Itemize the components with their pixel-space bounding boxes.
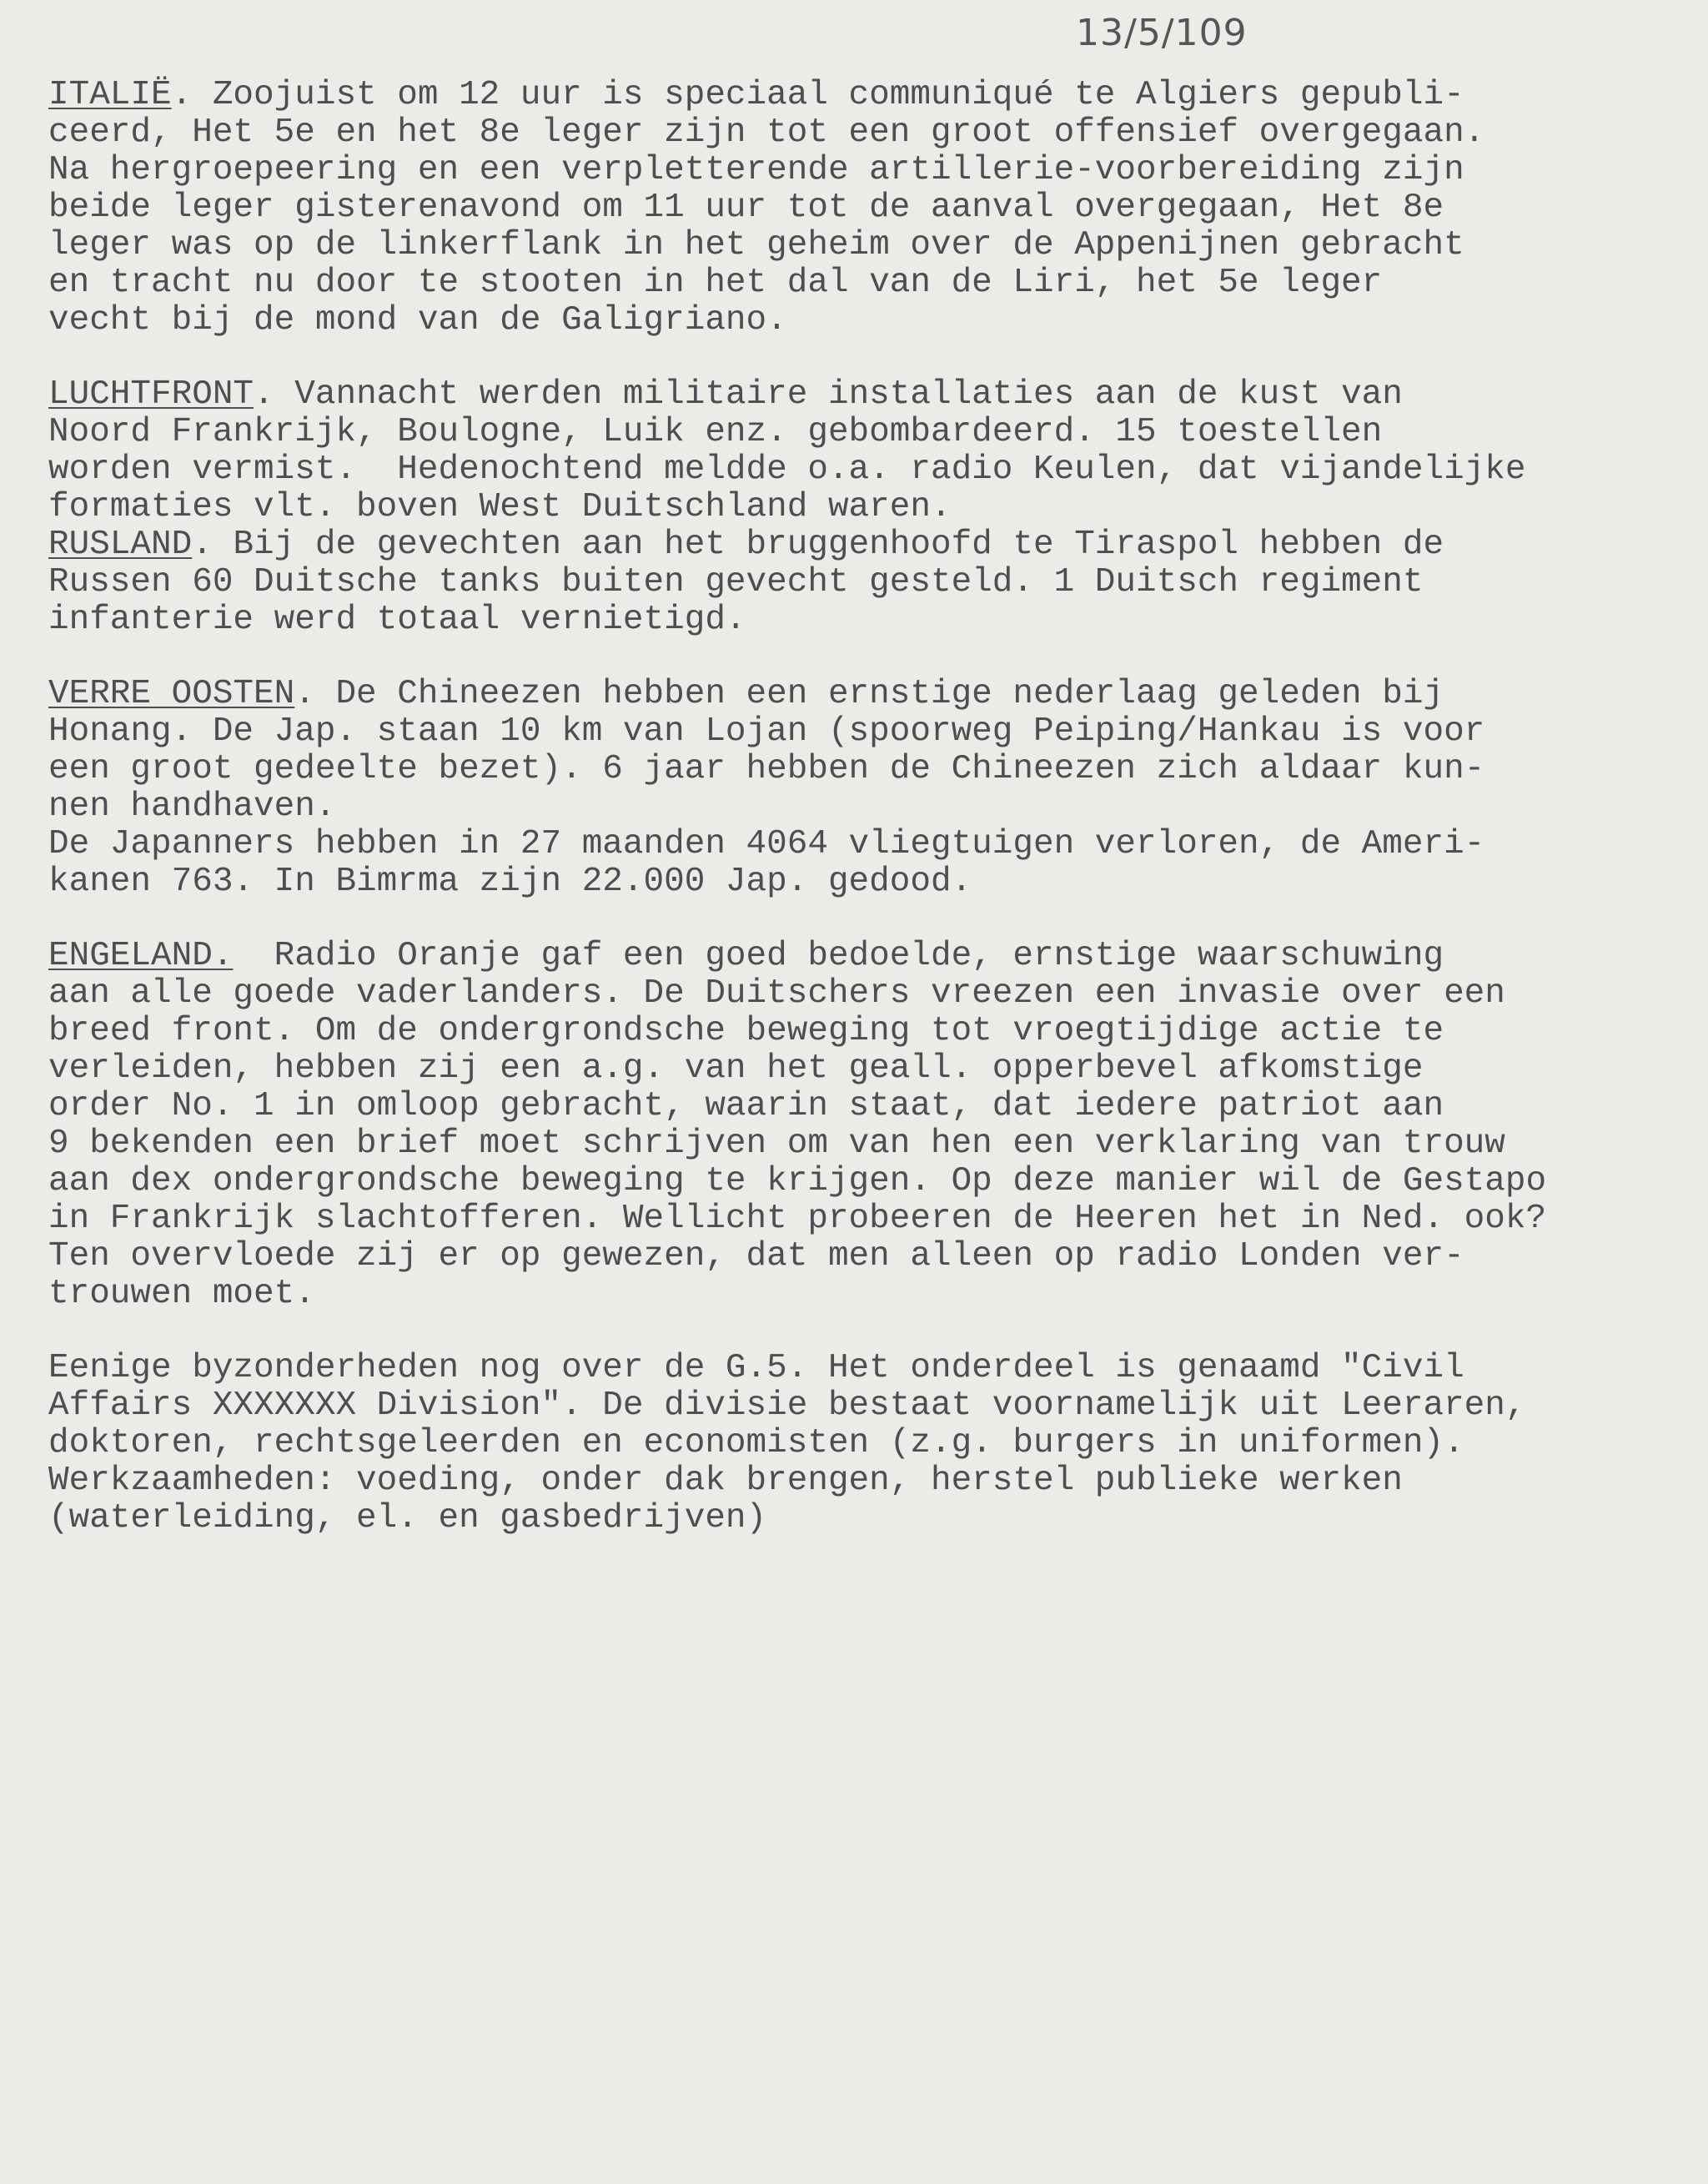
section-heading-rusland: RUSLAND [48, 526, 193, 564]
text-line: worden vermist. Hedenochtend meldde o.a. radio Keulen, dat vijandelijke [48, 450, 1526, 489]
text-run: . Zoojuist om 12 uur is speciaal communiqué te Algiers gepubli- [171, 76, 1464, 114]
text-line: formaties vlt. boven West Duitschland waren. [48, 488, 952, 526]
paragraph-verre-oosten [48, 676, 1683, 901]
paragraph-italie [48, 77, 1683, 340]
text-line: en tracht nu door te stooten in het dal van de Liri, het 5e leger [48, 264, 1383, 302]
text-line: leger was op de linkerflank in het geheim over de Appenijnen gebracht [48, 226, 1464, 264]
paragraph-engeland [48, 938, 1683, 1313]
text-line: kanen 763. In Bimrma zijn 22.000 Jap. gedood. [48, 863, 972, 901]
text-line: infanterie werd totaal vernietigd. [48, 601, 746, 639]
text-line: breed front. Om de ondergrondsche beweging tot vroegtijdige actie te [48, 1012, 1444, 1050]
text-line: Honang. De Jap. staan 10 km van Lojan (spoorweg Peiping/Hankau is voor [48, 712, 1485, 751]
text-line: ceerd, Het 5e en het 8e leger zijn tot een groot offensief overgegaan. [48, 113, 1485, 152]
text-line: Ten overvloede zij er op gewezen, dat men alleen op radio Londen ver- [48, 1237, 1464, 1276]
text-line [48, 676, 1683, 713]
text-line: Russen 60 Duitsche tanks buiten gevecht gesteld. 1 Duitsch regiment [48, 563, 1424, 601]
text-line: 9 bekenden een brief moet schrijven om van hen een verklaring van trouw [48, 1125, 1505, 1163]
section-heading-engeland: ENGELAND. [48, 937, 234, 975]
text-line: Affairs XXXXXXX Division". De divisie bestaat voornamelijk uit Leeraren, [48, 1386, 1526, 1425]
text-line: (waterleiding, el. en gasbedrijven) [48, 1499, 767, 1537]
text-line: nen handhaven. [48, 788, 336, 826]
text-line: doktoren, rechtsgeleerden en economisten (z.g. burgers in uniformen). [48, 1424, 1464, 1462]
text-line: een groot gedeelte bezet). 6 jaar hebben de Chineezen zich aldaar kun- [48, 750, 1485, 788]
text-line: Na hergroepeering en een verpletterende artillerie-voorbereiding zijn [48, 151, 1464, 189]
section-heading-italie: ITALIË [48, 76, 172, 114]
text-run: . De Chineezen hebben een ernstige nederlaag geleden bij [294, 675, 1444, 713]
document-body [48, 77, 1683, 1574]
paragraph-rusland [48, 526, 1683, 639]
text-line [48, 376, 1683, 414]
text-line: in Frankrijk slachtofferen. Wellicht probeeren de Heeren het in Ned. ook? [48, 1200, 1547, 1238]
section-heading-verre-oosten: VERRE OOSTEN [48, 675, 295, 713]
text-line: verleiden, hebben zij een a.g. van het geall. opperbevel afkomstige [48, 1049, 1424, 1088]
text-line [48, 526, 1683, 564]
text-line [48, 77, 1683, 114]
text-line: aan alle goede vaderlanders. De Duitschers vreezen een invasie over een [48, 974, 1505, 1013]
section-heading-luchtfront: LUCHTFRONT [48, 375, 254, 414]
text-line: order No. 1 in omloop gebracht, waarin staat, dat iedere patriot aan [48, 1087, 1444, 1125]
text-line: aan dex ondergrondsche beweging te krijgen. Op deze manier wil de Gestapo [48, 1162, 1547, 1200]
page-reference: 13/5/109 [1076, 12, 1248, 54]
text-line: beide leger gisterenavond om 11 uur tot de aanval overgegaan, Het 8e [48, 189, 1444, 227]
text-line [48, 938, 1683, 975]
paragraph-luchtfront [48, 376, 1683, 526]
text-line: Werkzaamheden: voeding, onder dak brengen, herstel publieke werken [48, 1462, 1403, 1500]
text-line: De Japanners hebben in 27 maanden 4064 vliegtuigen verloren, de Ameri- [48, 825, 1485, 863]
text-line: Noord Frankrijk, Boulogne, Luik enz. gebombardeerd. 15 toestellen [48, 413, 1383, 451]
paragraph-g5 [48, 1350, 1683, 1537]
text-run: Radio Oranje gaf een goed bedoelde, ernstige waarschuwing [233, 937, 1444, 975]
text-run: . Vannacht werden militaire installaties aan de kust van [254, 375, 1403, 414]
text-line: trouwen moet. [48, 1275, 315, 1313]
text-line: vecht bij de mond van de Galigriano. [48, 301, 787, 340]
text-line: Eenige byzonderheden nog over de G.5. Het onderdeel is genaamd "Civil [48, 1349, 1464, 1387]
text-run: . Bij de gevechten aan het bruggenhoofd te Tiraspol hebben de [192, 526, 1444, 564]
